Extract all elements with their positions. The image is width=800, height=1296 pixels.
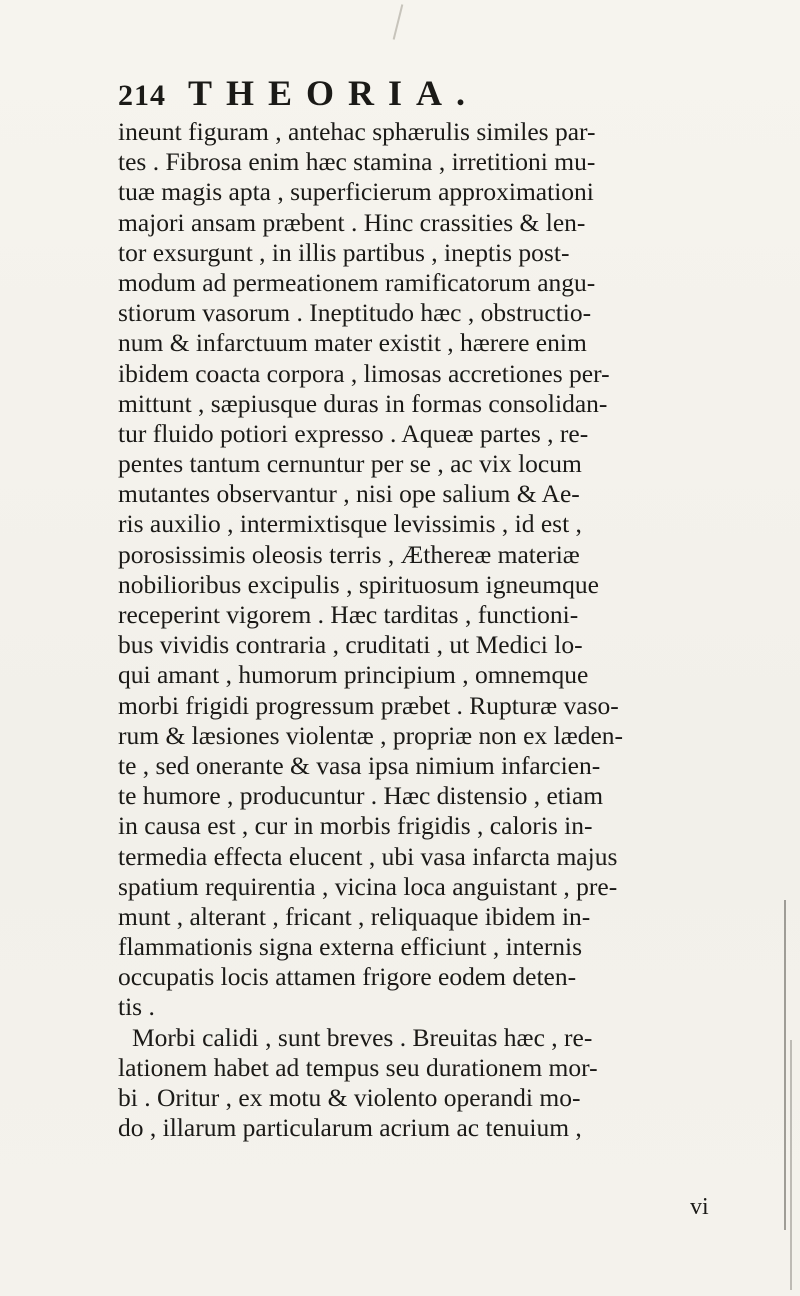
- text-line: ris auxilio , intermixtisque levissimis , id est ,: [118, 509, 582, 539]
- text-line: te , sed onerante & vasa ipsa nimium infarcien-: [118, 750, 601, 780]
- body-text: [118, 117, 778, 1143]
- text-line: pentes tantum cernuntur per se , ac vix locum: [118, 449, 582, 479]
- text-line: receperint vigorem . Hæc tarditas , functioni-: [118, 600, 579, 629]
- text-line: stiorum vasorum . Ineptitudo hæc , obstructio-: [118, 298, 592, 328]
- text-line: mutantes observantur , nisi ope salium & Ae-: [118, 479, 580, 509]
- text-line: termedia effecta elucent , ubi vasa infarcta majus: [118, 841, 618, 871]
- text-line: morbi frigidi progressum præbet . Rupturæ vaso-: [118, 690, 619, 720]
- text-line: ineunt figuram , antehac sphærulis similes par-: [118, 117, 596, 146]
- text-line: munt , alterant , fricant , reliquaque ibidem in-: [118, 901, 591, 931]
- text-line: bus vividis contraria , cruditati , ut Medici lo-: [118, 630, 583, 660]
- text-line: num & infarctuum mater existit , hærere enim: [118, 328, 587, 358]
- text-line: te humore , producuntur . Hæc distensio , etiam: [118, 781, 604, 811]
- text-line: do , illarum particularum acrium ac tenuium ,: [118, 1113, 582, 1143]
- text-line: majori ansam præbent . Hinc crassities & len-: [118, 207, 586, 237]
- paragraph-start-line: Morbi calidi , sunt breves . Breuitas hæc , re-: [132, 1022, 593, 1052]
- text-line: occupatis locis attamen frigore eodem deten-: [118, 962, 577, 992]
- text-line: bi . Oritur , ex motu & violento operandi mo-: [118, 1083, 581, 1112]
- text-line: qui amant , humorum principium , omnemque: [118, 660, 589, 690]
- page-edge-shadow: [790, 1040, 792, 1290]
- text-line: ibidem coacta corpora , limosas accretiones per-: [118, 358, 610, 388]
- stray-ink-mark: [393, 4, 404, 39]
- text-line: tis .: [118, 992, 155, 1022]
- page-number: 214: [118, 79, 166, 112]
- page-edge-shadow: [784, 900, 786, 1230]
- text-line: porosissimis oleosis terris , Æthereæ materiæ: [118, 539, 580, 569]
- text-line: modum ad permeationem ramificatorum angu-: [118, 267, 596, 297]
- text-line: rum & læsiones violentæ , propriæ non ex læden-: [118, 720, 624, 750]
- page-header: [118, 72, 479, 112]
- text-line: flammationis signa externa efficiunt , internis: [118, 932, 583, 962]
- text-line: tor exsurgunt , in illis partibus , ineptis post-: [118, 237, 570, 267]
- text-line: lationem habet ad tempus seu durationem mor-: [118, 1052, 598, 1082]
- text-line: spatium requirentia , vicina loca anguistant , pre-: [118, 871, 618, 901]
- running-title: THEORIA.: [188, 73, 480, 113]
- text-line: tur fluido potiori expresso . Aqueæ partes , re-: [118, 418, 589, 448]
- catchword: vi: [690, 1194, 709, 1220]
- text-line: nobilioribus excipulis , spirituosum igneumque: [118, 569, 599, 599]
- text-line: mittunt , sæpiusque duras in formas consolidan-: [118, 388, 608, 418]
- text-line: tes . Fibrosa enim hæc stamina , irretitioni mu-: [118, 147, 596, 177]
- text-line: in causa est , cur in morbis frigidis , caloris in-: [118, 811, 593, 841]
- text-line: tuæ magis apta , superficierum approximationi: [118, 177, 594, 207]
